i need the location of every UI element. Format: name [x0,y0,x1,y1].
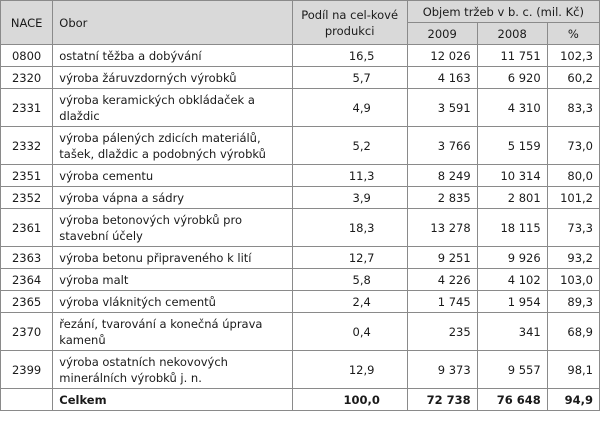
cell-pct: 83,3 [547,89,599,127]
cell-nace: 2399 [1,351,53,389]
header-objem: Objem tržeb v b. c. (mil. Kč) [407,1,599,23]
cell-pct: 73,0 [547,127,599,165]
cell-2008: 4 102 [477,269,547,291]
header-2009: 2009 [407,23,477,45]
cell-2009: 3 766 [407,127,477,165]
cell-obor: výroba malt [53,269,292,291]
cell-2008: 341 [477,313,547,351]
cell-obor: výroba cementu [53,165,292,187]
cell-nace: 2363 [1,247,53,269]
cell-nace: 2332 [1,127,53,165]
cell-nace: 2361 [1,209,53,247]
cell-nace: 0800 [1,45,53,67]
cell-2008: 11 751 [477,45,547,67]
cell-podil: 3,9 [292,187,407,209]
table-row [1,89,600,127]
table-row [1,269,600,291]
table-header [1,1,600,45]
cell-obor: výroba vápna a sádry [53,187,292,209]
cell-podil: 5,8 [292,269,407,291]
table-row [1,165,600,187]
cell-pct: 73,3 [547,209,599,247]
cell-2009: 1 745 [407,291,477,313]
table-row [1,291,600,313]
cell-2009: 4 163 [407,67,477,89]
total-row [1,389,600,411]
cell-pct: 103,0 [547,269,599,291]
table-row [1,187,600,209]
cell-obor: výroba žáruvzdorných výrobků [53,67,292,89]
cell-2009: 235 [407,313,477,351]
cell-pct: 98,1 [547,351,599,389]
cell-podil: 5,7 [292,67,407,89]
cell-nace: 2352 [1,187,53,209]
cell-2008: 9 926 [477,247,547,269]
cell-obor: výroba betonových výrobků pro stavební účely [53,209,292,247]
cell-pct: 80,0 [547,165,599,187]
cell-2009-total: 72 738 [407,389,477,411]
cell-podil: 4,9 [292,89,407,127]
cell-2009: 9 251 [407,247,477,269]
cell-podil: 11,3 [292,165,407,187]
cell-pct: 102,3 [547,45,599,67]
cell-2009: 9 373 [407,351,477,389]
cell-2009: 4 226 [407,269,477,291]
cell-pct: 60,2 [547,67,599,89]
cell-2008: 6 920 [477,67,547,89]
table-row [1,247,600,269]
cell-podil-total: 100,0 [292,389,407,411]
cell-nace [1,389,53,411]
cell-obor-total: Celkem [53,389,292,411]
cell-obor: řezání, tvarování a konečná úprava kamenů [53,313,292,351]
table-row [1,209,600,247]
table-row [1,45,600,67]
cell-2008: 9 557 [477,351,547,389]
cell-2008: 1 954 [477,291,547,313]
cell-nace: 2331 [1,89,53,127]
cell-podil: 12,7 [292,247,407,269]
cell-pct: 68,9 [547,313,599,351]
cell-2009: 12 026 [407,45,477,67]
cell-podil: 16,5 [292,45,407,67]
table-row [1,127,600,165]
cell-podil: 18,3 [292,209,407,247]
cell-pct: 89,3 [547,291,599,313]
cell-2008: 4 310 [477,89,547,127]
cell-2009: 2 835 [407,187,477,209]
cell-pct: 93,2 [547,247,599,269]
cell-obor: výroba keramických obkládaček a dlaždic [53,89,292,127]
cell-2009: 13 278 [407,209,477,247]
cell-podil: 0,4 [292,313,407,351]
cell-nace: 2320 [1,67,53,89]
header-nace: NACE [1,1,53,45]
cell-2008: 2 801 [477,187,547,209]
cell-2008: 5 159 [477,127,547,165]
cell-2009: 8 249 [407,165,477,187]
cell-podil: 2,4 [292,291,407,313]
cell-2008: 18 115 [477,209,547,247]
header-obor: Obor [53,1,292,45]
cell-pct-total: 94,9 [547,389,599,411]
cell-nace: 2365 [1,291,53,313]
cell-nace: 2370 [1,313,53,351]
cell-pct: 101,2 [547,187,599,209]
header-pct: % [547,23,599,45]
header-podil: Podíl na cel-kové produkci [292,1,407,45]
cell-podil: 12,9 [292,351,407,389]
cell-2008-total: 76 648 [477,389,547,411]
cell-obor: výroba ostatních nekovových minerálních výrobků j. n. [53,351,292,389]
cell-podil: 5,2 [292,127,407,165]
cell-obor: ostatní těžba a dobývání [53,45,292,67]
table-row [1,351,600,389]
cell-nace: 2364 [1,269,53,291]
table-row [1,313,600,351]
cell-2009: 3 591 [407,89,477,127]
cell-nace: 2351 [1,165,53,187]
table-row [1,67,600,89]
cell-2008: 10 314 [477,165,547,187]
cell-obor: výroba betonu připraveného k lití [53,247,292,269]
cell-obor: výroba vláknitých cementů [53,291,292,313]
header-2008: 2008 [477,23,547,45]
cell-obor: výroba pálených zdicích materiálů, tašek, dlaždic a podobných výrobků [53,127,292,165]
